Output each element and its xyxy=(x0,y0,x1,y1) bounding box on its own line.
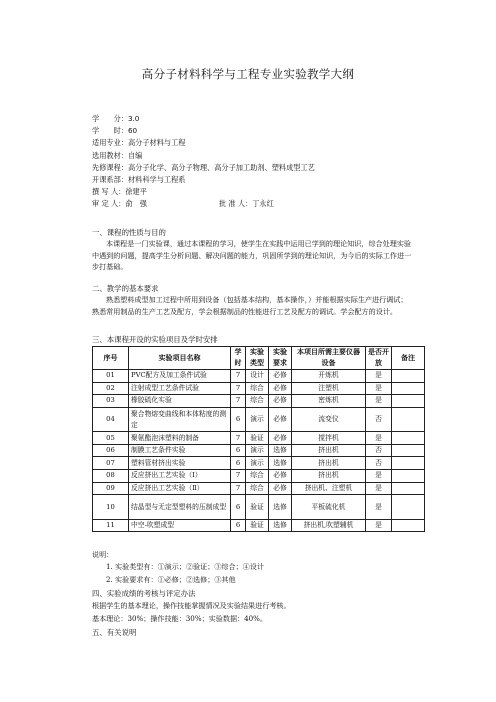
cell-equipment: 挤出机 xyxy=(292,470,366,483)
cell-equipment: 搅拌机 xyxy=(292,432,366,445)
cell-type: 验证 xyxy=(246,519,269,532)
approver-value: 丁永红 xyxy=(252,199,274,209)
info-value: 60 xyxy=(127,126,138,136)
table-row xyxy=(93,444,425,457)
cell-equipment: 挤出机 xyxy=(292,457,366,470)
info-value: 俞 强 xyxy=(125,199,147,209)
cell-name: 聚合物熔变曲线和本体粘度的测定 xyxy=(129,407,231,432)
table-notes xyxy=(92,549,264,586)
cell-remark xyxy=(392,457,425,470)
cell-open: 是 xyxy=(366,432,392,445)
info-label: 先修课程： xyxy=(92,162,128,172)
cell-index: 02 xyxy=(93,382,129,395)
cell-name: 塑料管材挤出实验 xyxy=(129,457,231,470)
cell-type: 设计 xyxy=(246,370,269,383)
info-value: 高分子材料与工程 xyxy=(127,138,186,148)
cell-index: 07 xyxy=(93,457,129,470)
cell-hours: 7 xyxy=(231,482,246,495)
header-equipment: 本项目所需主要仪器设备 xyxy=(292,347,366,370)
info-value: 自编 xyxy=(127,150,143,160)
header-remark: 备注 xyxy=(392,347,425,370)
cell-index: 10 xyxy=(93,495,129,520)
header-name: 实验项目名称 xyxy=(129,347,231,370)
table-header-row xyxy=(93,347,425,370)
header-hours: 学时 xyxy=(231,347,246,370)
cell-requirement: 必修 xyxy=(269,382,292,395)
header-type: 实验类型 xyxy=(246,347,269,370)
info-label: 学 时： xyxy=(92,126,128,136)
cell-hours: 6 xyxy=(231,407,246,432)
header-open: 是否开放 xyxy=(366,347,392,370)
cell-remark xyxy=(392,444,425,457)
cell-requirement: 必修 xyxy=(269,370,292,383)
cell-name: 橡胶硫化实验 xyxy=(129,395,231,408)
cell-open: 否 xyxy=(366,457,392,470)
cell-hours: 7 xyxy=(231,382,246,395)
cell-remark xyxy=(392,382,425,395)
cell-remark xyxy=(392,519,425,532)
cell-name: 反应挤出工艺实验（Ⅱ） xyxy=(129,482,231,495)
info-major xyxy=(92,137,315,149)
cell-requirement: 必修 xyxy=(269,470,292,483)
cell-open: 否 xyxy=(366,444,392,457)
cell-equipment: 开炼机 xyxy=(292,370,366,383)
info-value: 徐建平 xyxy=(125,187,147,197)
cell-remark xyxy=(392,432,425,445)
cell-requirement: 必修 xyxy=(269,407,292,432)
cell-index: 01 xyxy=(93,370,129,383)
cell-type: 综合 xyxy=(246,395,269,408)
table-row xyxy=(93,382,425,395)
cell-requirement: 选修 xyxy=(269,457,292,470)
section-heading-1: 一、课程的性质与目的 xyxy=(92,228,166,237)
section-1-paragraph: 本课程是一门实验课，通过本课程的学习，使学生在实践中运用已学到的理论知识，综合处理实验中遇到的问题，提高学生分析问题、解决问题的能力，巩固所学到的理论知识，为今后的实际工作进一步打基础。 xyxy=(92,239,412,271)
cell-type: 演示 xyxy=(246,407,269,432)
cell-name: 中空-吹塑成型 xyxy=(129,519,231,532)
cell-remark xyxy=(392,482,425,495)
cell-name: 制膜工艺条件实验 xyxy=(129,444,231,457)
table-row xyxy=(93,432,425,445)
cell-type: 验证 xyxy=(246,495,269,520)
cell-requirement: 选修 xyxy=(269,495,292,520)
table-row xyxy=(93,470,425,483)
cell-type: 演示 xyxy=(246,457,269,470)
cell-equipment: 挤出机 xyxy=(292,444,366,457)
cell-index: 09 xyxy=(93,482,129,495)
section-heading-4: 四、实验成绩的考核与评定办法 xyxy=(92,589,196,598)
cell-remark xyxy=(392,495,425,520)
cell-hours: 6 xyxy=(231,519,246,532)
section-heading-5: 五、有关说明 xyxy=(92,628,137,637)
cell-equipment: 平板硫化机 xyxy=(292,495,366,520)
cell-equipment: 注塑机 xyxy=(292,382,366,395)
cell-open: 是 xyxy=(366,495,392,520)
info-label: 选用教材： xyxy=(92,150,128,160)
info-label: 开课系部： xyxy=(92,174,128,184)
cell-name: 结晶型与无定型塑料的压制成型 xyxy=(129,495,231,520)
table-row xyxy=(93,395,425,408)
info-label: 学 分： xyxy=(92,114,128,123)
cell-index: 06 xyxy=(93,444,129,457)
info-reviewer xyxy=(92,198,315,210)
cell-remark xyxy=(392,407,425,432)
cell-remark xyxy=(392,395,425,408)
info-label: 适用专业： xyxy=(92,138,128,148)
info-label: 审 定 人： xyxy=(92,199,126,209)
table-row xyxy=(93,407,425,432)
info-prerequisites xyxy=(92,162,315,174)
cell-name: 反应挤出工艺实验（Ⅰ） xyxy=(129,470,231,483)
cell-hours: 7 xyxy=(231,432,246,445)
approver-label: 批 准 人： xyxy=(218,199,253,209)
info-department xyxy=(92,174,315,186)
cell-requirement: 选修 xyxy=(269,519,292,532)
cell-remark xyxy=(392,470,425,483)
experiment-table xyxy=(92,346,425,532)
table-row xyxy=(93,495,425,520)
cell-equipment: 密炼机 xyxy=(292,395,366,408)
cell-hours: 6 xyxy=(231,457,246,470)
cell-type: 综合 xyxy=(246,470,269,483)
cell-type: 验证 xyxy=(246,432,269,445)
cell-index: 11 xyxy=(93,519,129,532)
section-4-line: 基本理论：30%；操作技能：30%；实验数据：40%。 xyxy=(92,614,267,623)
section-2-paragraph: 熟悉塑料成型加工过程中所用到设备（包括基本结构，基本操作，）并能根据实际生产进行调试；熟悉常用制品的生产工艺及配方，学会根据制品的性能进行工艺及配方的调试。学会配方的设计。 xyxy=(92,295,408,316)
cell-index: 04 xyxy=(93,407,129,432)
notes-label: 说明： xyxy=(92,550,114,559)
cell-index: 03 xyxy=(93,395,129,408)
info-value: 高分子化学、高分子物理、高分子加工助剂、塑料成型工艺 xyxy=(127,162,315,172)
cell-equipment: 挤出机、注塑机 xyxy=(292,482,366,495)
table-row xyxy=(93,370,425,383)
cell-open: 是 xyxy=(366,382,392,395)
info-author xyxy=(92,186,315,198)
note-item: 1. 实验类型有：①演示；②验证；③综合；④设计 xyxy=(106,562,264,572)
cell-name: 聚氨酯泡沫塑料的制备 xyxy=(129,432,231,445)
cell-type: 演示 xyxy=(246,444,269,457)
info-value: 材料科学与工程系 xyxy=(127,174,186,184)
cell-hours: 7 xyxy=(231,395,246,408)
cell-remark xyxy=(392,370,425,383)
info-textbook xyxy=(92,150,315,162)
cell-type: 综合 xyxy=(246,482,269,495)
info-credits xyxy=(92,113,315,125)
cell-requirement: 必修 xyxy=(269,482,292,495)
section-heading-2: 二、教学的基本要求 xyxy=(92,284,159,293)
cell-hours: 6 xyxy=(231,444,246,457)
table-row xyxy=(93,482,425,495)
cell-hours: 7 xyxy=(231,370,246,383)
cell-index: 08 xyxy=(93,470,129,483)
cell-open: 是 xyxy=(366,470,392,483)
cell-index: 05 xyxy=(93,432,129,445)
cell-name: 注射成型工艺条件试验 xyxy=(129,382,231,395)
cell-open: 否 xyxy=(366,407,392,432)
cell-type: 综合 xyxy=(246,382,269,395)
cell-hours: 6 xyxy=(231,495,246,520)
cell-requirement: 选修 xyxy=(269,444,292,457)
page-title: 高分子材料科学与工程专业实验教学大纲 xyxy=(141,67,355,81)
cell-requirement: 必修 xyxy=(269,432,292,445)
info-hours xyxy=(92,125,315,137)
info-label: 撰 写 人： xyxy=(92,187,126,197)
cell-name: PVC配方及加工条件试验 xyxy=(129,370,231,383)
cell-open: 是 xyxy=(366,482,392,495)
cell-open: 是 xyxy=(366,370,392,383)
section-heading-3: 三、本课程开设的实验项目及学时安排 xyxy=(92,335,218,344)
cell-open: 是 xyxy=(366,395,392,408)
note-item: 2. 实验要求有：①必修；②选修；③其他 xyxy=(106,574,236,584)
header-requirement: 实验要求 xyxy=(269,347,292,370)
cell-hours: 7 xyxy=(231,470,246,483)
header-index: 序号 xyxy=(93,347,129,370)
table-row xyxy=(93,457,425,470)
cell-requirement: 必修 xyxy=(269,395,292,408)
section-4-line: 根据学生的基本理论，操作技能掌握情况及实验结果进行考核。 xyxy=(92,601,291,610)
course-info xyxy=(92,113,315,211)
info-value: 3.0 xyxy=(127,114,140,123)
cell-open: 是 xyxy=(366,519,392,532)
cell-equipment: 流变仪 xyxy=(292,407,366,432)
cell-equipment: 挤出机,吹塑辅机 xyxy=(292,519,366,532)
table-row xyxy=(93,519,425,532)
